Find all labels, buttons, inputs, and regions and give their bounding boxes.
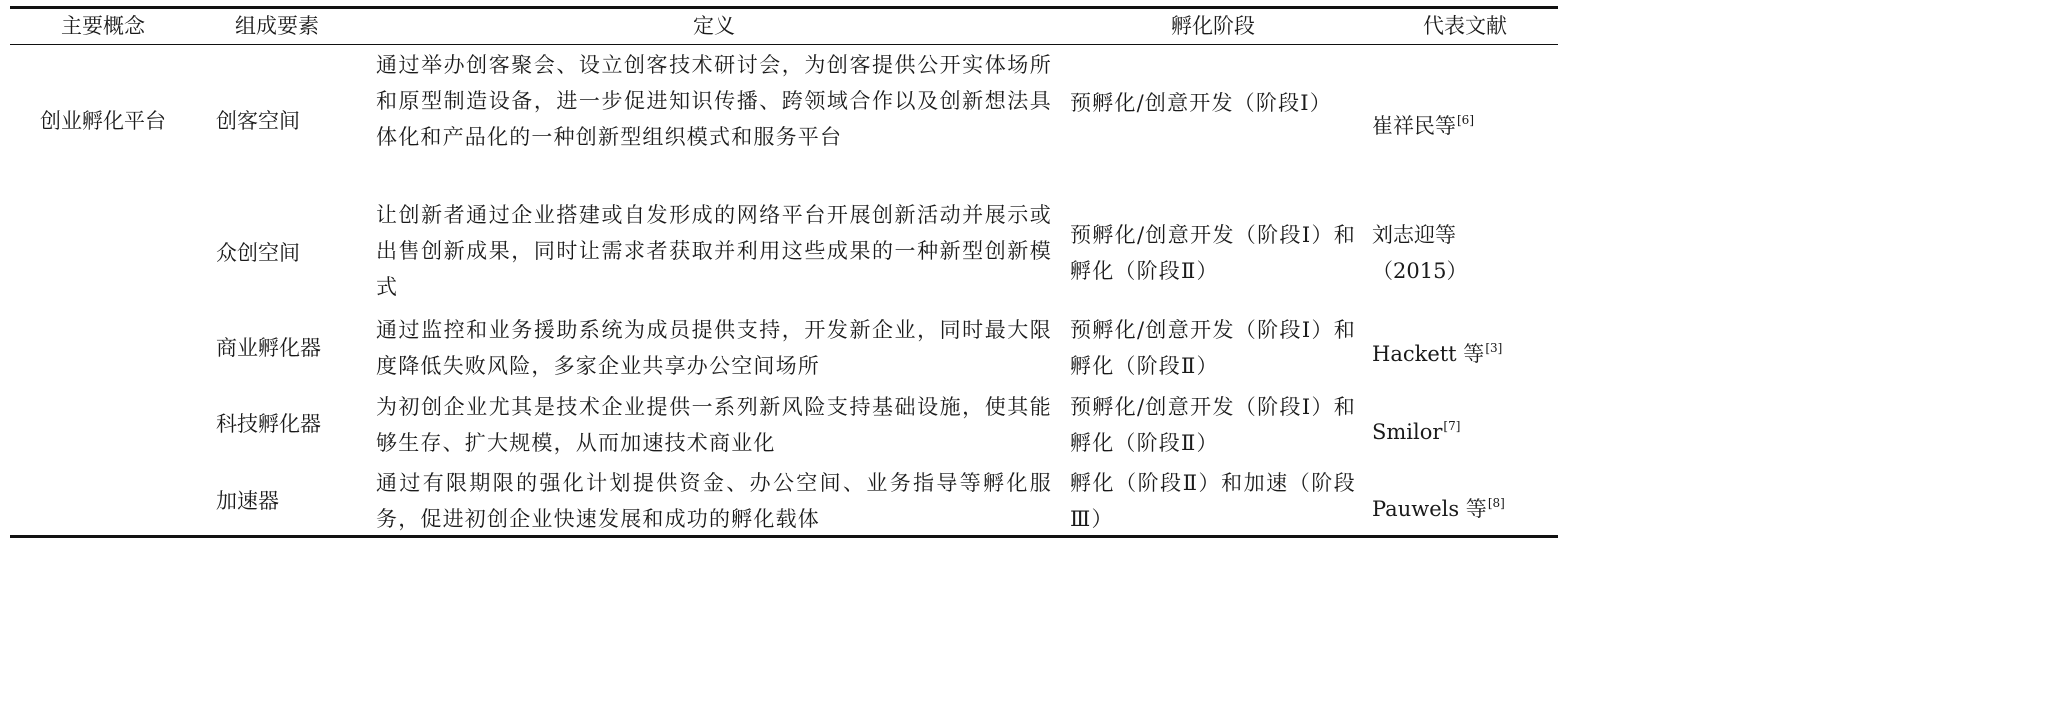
- reference-note: [6]: [1457, 113, 1474, 127]
- row-element: 众创空间: [216, 241, 300, 265]
- reference-author: Hackett 等: [1372, 342, 1485, 366]
- reference-author: Pauwels 等: [1372, 497, 1487, 521]
- header-definition: 定义: [693, 14, 735, 38]
- row-stage: 预孵化/创意开发（阶段Ⅰ）和孵化（阶段Ⅱ）: [1070, 223, 1356, 283]
- header-concept: 主要概念: [61, 14, 145, 38]
- reference-note: [3]: [1485, 341, 1503, 355]
- row-definition: 通过有限期限的强化计划提供资金、办公空间、业务指导等孵化服务，促进初创企业快速发展和成功的孵化载体: [376, 471, 1052, 531]
- row-definition: 为初创企业尤其是技术企业提供一系列新风险支持基础设施，使其能够生存、扩大规模，从而加速技术商业化: [376, 395, 1052, 455]
- row-definition: 通过监控和业务援助系统为成员提供支持，开发新企业，同时最大限度降低失败风险，多家企业共享办公空间场所: [376, 318, 1052, 378]
- reference-note: [8]: [1487, 496, 1505, 510]
- row-element: 科技孵化器: [216, 412, 321, 436]
- row-element: 创客空间: [216, 109, 300, 133]
- reference-author: Smilor: [1372, 420, 1443, 444]
- row-stage: 预孵化/创意开发（阶段Ⅰ）和孵化（阶段Ⅱ）: [1070, 395, 1356, 455]
- reference-note: [7]: [1443, 419, 1461, 433]
- row-stage: 孵化（阶段Ⅱ）和加速（阶段Ⅲ）: [1070, 471, 1356, 531]
- reference-author: 刘志迎等（2015）: [1372, 223, 1468, 283]
- reference-author: 崔祥民等: [1372, 114, 1456, 138]
- row-reference: [1372, 408, 1558, 450]
- row-stage: 预孵化/创意开发（阶段Ⅰ）: [1070, 91, 1332, 115]
- row-element: 加速器: [216, 489, 279, 513]
- row-element: 商业孵化器: [216, 336, 321, 360]
- row-reference: [1372, 330, 1558, 372]
- row-definition: 通过举办创客聚会、设立创客技术研讨会，为创客提供公开实体场所和原型制造设备，进一步促进知识传播、跨领域合作以及创新想法具体化和产品化的一种创新型组织模式和服务平台: [376, 53, 1052, 149]
- header-reference: 代表文献: [1423, 14, 1507, 38]
- concept-label: 创业孵化平台: [40, 109, 166, 133]
- row-stage: 预孵化/创意开发（阶段Ⅰ）和孵化（阶段Ⅱ）: [1070, 318, 1356, 378]
- row-reference: [1372, 485, 1558, 527]
- table-header-rule: [10, 44, 1558, 45]
- row-reference: [1372, 102, 1558, 144]
- row-reference: [1372, 217, 1492, 289]
- row-definition: 让创新者通过企业搭建或自发形成的网络平台开展创新活动并展示或出售创新成果，同时让需求者获取并利用这些成果的一种新型创新模式: [376, 203, 1052, 299]
- header-stage: 孵化阶段: [1171, 14, 1255, 38]
- header-element: 组成要素: [235, 14, 319, 38]
- definition-table: [10, 0, 1558, 546]
